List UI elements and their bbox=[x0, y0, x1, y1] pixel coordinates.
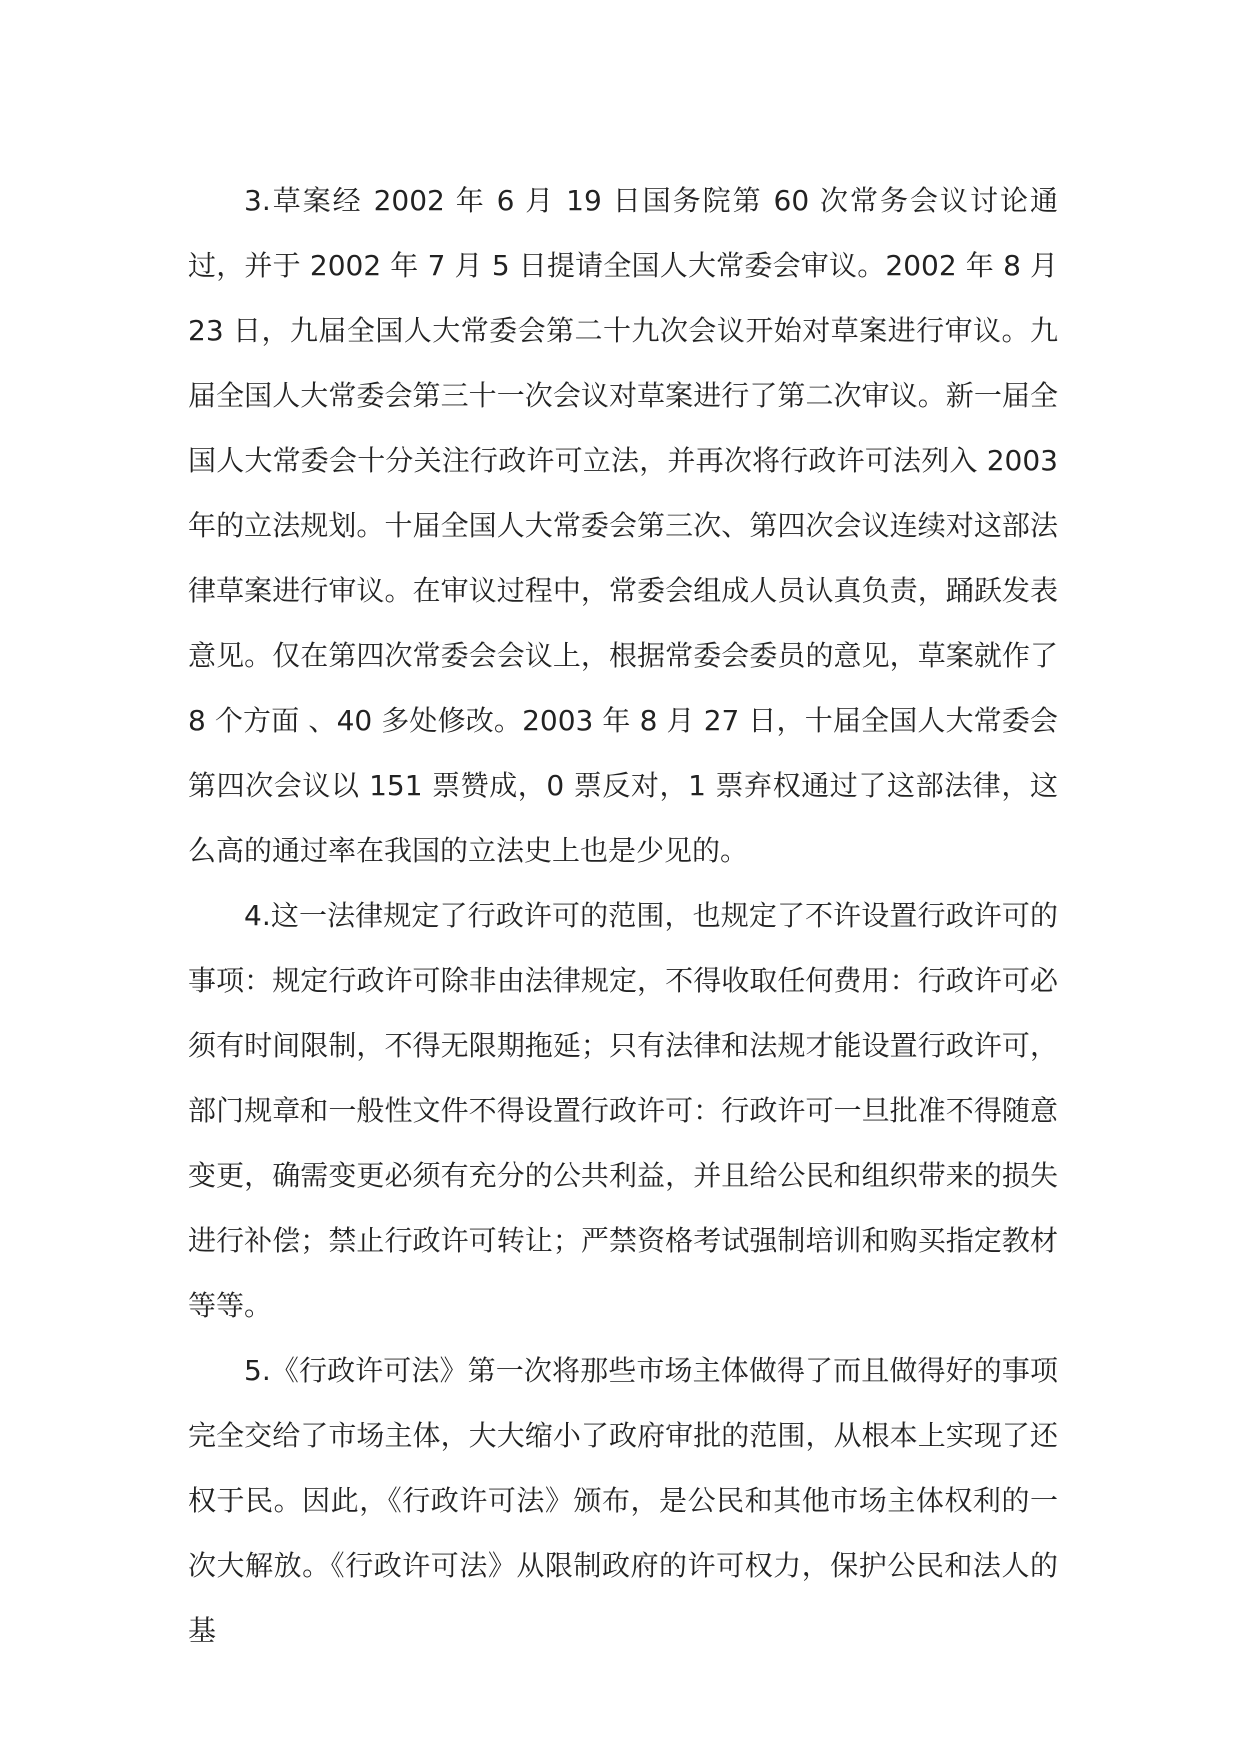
paragraph-4: 4.这一法律规定了行政许可的范围，也规定了不许设置行政许可的事项：规定行政许可除非由法律规定，不得收取任何费用：行政许可必须有时间限制，不得无限期拖延；只有法律和法规才能设置行政许可，部门规章和一般性文件不得设置行政许可：行政许可一旦批准不得随意变更，确需变更必须有充分的公共利益，并且给公民和组织带来的损失进行补偿；禁止行政许可转让；严禁资格考试强制培训和购买指定教材等等。 bbox=[188, 899, 1058, 1322]
document-body bbox=[188, 168, 1058, 1663]
paragraph-5: 5.《行政许可法》第一次将那些市场主体做得了而且做得好的事项完全交给了市场主体，大大缩小了政府审批的范围，从根本上实现了还权于民。因此，《行政许可法》颁布，是公民和其他市场主体权利的一次大解放。《行政许可法》从限制政府的许可权力，保护公民和法人的基 bbox=[188, 1354, 1058, 1647]
paragraph-3: 3.草案经 2002 年 6 月 19 日国务院第 60 次常务会议讨论通过，并于 2002 年 7 月 5 日提请全国人大常委会审议。2002 年 8 月 23 日，九届全国人大常委会第二十九次会议开始对草案进行审议。九届全国人大常委会第三十一次会议对草案进行了第二次审议。新一届全国人大常委会十分关注行政许可立法，并再次将行政许可法列入 2003 年的立法规划。十届全国人大常委会第三次、第四次会议连续对这部法律草案进行审议。在审议过程中，常委会组成人员认真负责，踊跃发表意见。仅在第四次常委会会议上，根据常委会委员的意见，草案就作了 8 个方面 、40 多处修改。2003 年 8 月 27 日，十届全国人大常委会第四次会议以 151 票赞成，0 票反对，1 票弃权通过了这部法律，这么高的通过率在我国的立法史上也是少见的。 bbox=[188, 184, 1058, 867]
